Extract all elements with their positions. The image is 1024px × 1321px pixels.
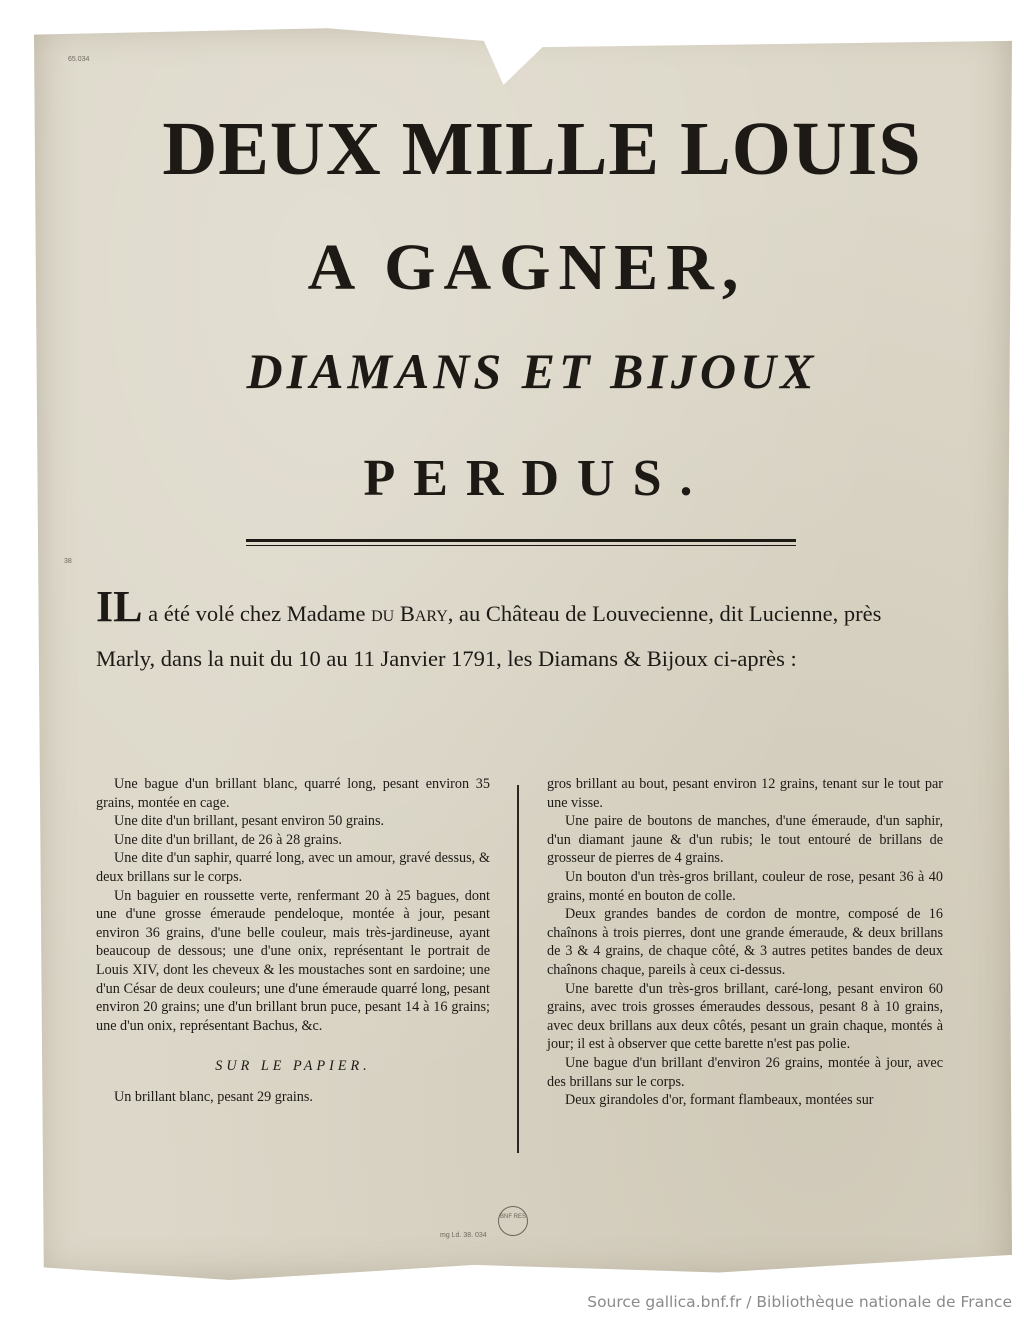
list-item: Une bague d'un brillant blanc, quarré long, pesant environ 35 grains, montée en cage.	[96, 776, 490, 811]
list-item: Une barette d'un très-gros brillant, caré-long, pesant environ 60 grains, avec trois grosses émeraudes dessous, pesant 8 à 10 grains, avec deux brillans aux deux côtés, pesant un grain chaque, montés à jour; il est à observer que cette barette n'est pas polie.	[547, 980, 943, 1053]
list-item: Deux girandoles d'or, formant flambeaux, montées sur	[565, 1092, 874, 1109]
list-item: Deux grandes bandes de cordon de montre, composé de 16 chaînons à trois pierres, dont une grande émeraude, & deux brillans de 3 & 4 grains, de chaque côté, & 3 autres petites bandes de deux chaînons chaque, pareils à ceux ci-dessus.	[547, 906, 943, 978]
drop-cap: IL	[96, 582, 143, 631]
intro-text-part2: , au Château de Louvecienne, dit Lucienne, près Marly, dans la nuit du 10 au 11 Janvier 1791, les Diamans & Bijoux ci-après :	[96, 601, 882, 671]
title-rule-thick	[246, 539, 796, 542]
right-column	[547, 775, 943, 1110]
section-heading: SUR LE PAPIER.	[215, 1058, 371, 1075]
left-column	[96, 775, 490, 1107]
list-item: Un brillant blanc, pesant 29 grains.	[114, 1088, 313, 1105]
list-item: Une dite d'un brillant, de 26 à 28 grains.	[114, 831, 342, 848]
archive-mark-bottom: mg Ld. 38. 034	[440, 1232, 487, 1239]
intro-name: du Bary	[371, 601, 448, 626]
list-item: Une dite d'un brillant, pesant environ 50 grains.	[114, 813, 385, 830]
library-stamp: BNF RES	[498, 1206, 528, 1236]
poster-title-line3: DIAMANS ET BIJOUX	[246, 343, 818, 399]
list-item: Un bouton d'un très-gros brillant, couleur de rose, pesant 36 à 40 grains, monté en bouton de colle.	[547, 868, 943, 904]
intro-text-part1: a été volé chez Madame	[142, 601, 372, 626]
poster-title-line1: DEUX MILLE LOUIS	[162, 107, 922, 191]
source-credit: Source gallica.bnf.fr / Bibliothèque nationale de France	[587, 1293, 1012, 1311]
column-divider	[517, 785, 519, 1153]
archive-mark-side: 38	[64, 558, 72, 565]
list-item: Une bague d'un brillant d'environ 26 grains, montée à jour, avec des brillans sur le corps.	[547, 1054, 943, 1090]
archive-mark-top: 65.034	[68, 56, 90, 63]
list-item: Une dite d'un saphir, quarré long, avec un amour, gravé dessus, & deux brillans sur le corps.	[96, 850, 490, 885]
list-item: Une paire de boutons de manches, d'une émeraude, d'un saphir, d'un diamant jaune & d'un rubis; le tout entouré de brillans de grosseur de pierres de 4 grains.	[547, 813, 943, 867]
title-rule-thin	[246, 545, 796, 546]
list-item-continuation: gros brillant au bout, pesant environ 12 grains, tenant sur le tout par une visse.	[547, 776, 943, 811]
poster-title-line4: PERDUS.	[363, 450, 711, 507]
intro-paragraph	[96, 582, 946, 681]
poster-title-line2: A GAGNER,	[307, 231, 747, 304]
list-item: Un baguier en roussette verte, renfermant 20 à 25 bagues, dont une d'une grosse émeraude pendeloque, montée à jour, pesant environ 36 grains, d'une belle couleur, mais très-jardineuse, ayant beaucoup de dessous; une d'une onix, représentant le portrait de Louis XIV, dont les cheveux & les moustaches sont en sardoine; une d'un César de deux couleurs; une d'une émeraude quarré long, pesant environ 20 grains; une d'un brillant brun puce, pesant 14 à 16 grains; une d'un onix, représentant Bachus, &c.	[96, 887, 490, 1034]
